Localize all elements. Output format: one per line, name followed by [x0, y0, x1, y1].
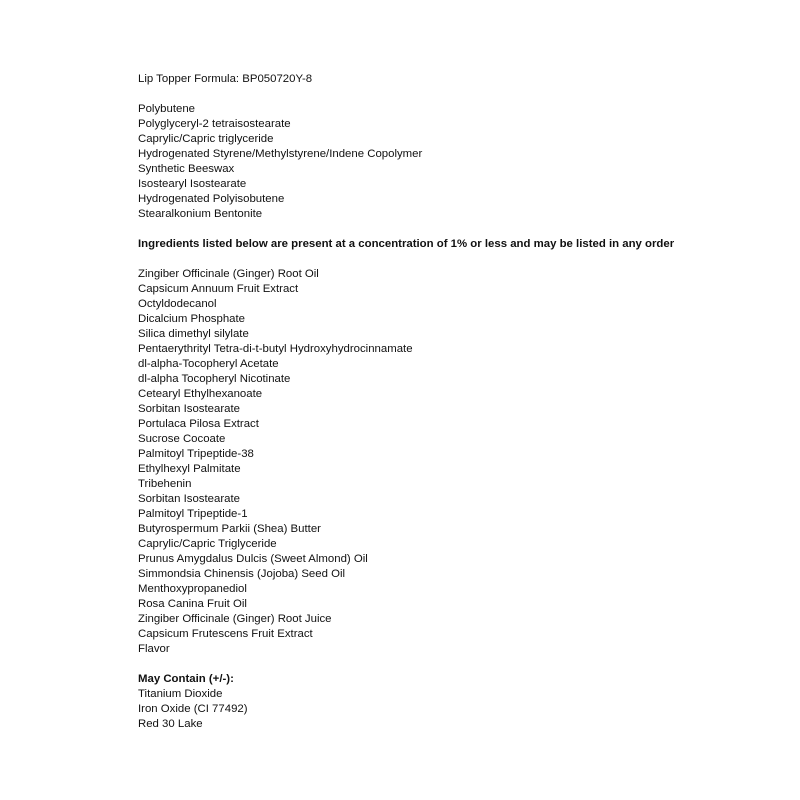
list-item: Palmitoyl Tripeptide-38 [138, 448, 254, 460]
list-item: Sucrose Cocoate [138, 433, 226, 445]
list-item: Flavor [138, 643, 170, 655]
list-item: Sorbitan Isostearate [138, 493, 240, 505]
list-item: Iron Oxide (CI 77492) [138, 703, 248, 715]
list-item: Hydrogenated Polyisobutene [138, 193, 285, 205]
list-item: Polybutene [138, 103, 195, 115]
list-item: Isostearyl Isostearate [138, 178, 247, 190]
list-item: Capsicum Frutescens Fruit Extract [138, 628, 313, 640]
list-item: Titanium Dioxide [138, 688, 223, 700]
list-item: Octyldodecanol [138, 298, 217, 310]
list-item: Prunus Amygdalus Dulcis (Sweet Almond) Oil [138, 553, 368, 565]
list-item: Caprylic/Capric Triglyceride [138, 538, 277, 550]
list-item: Dicalcium Phosphate [138, 313, 245, 325]
list-item: Red 30 Lake [138, 718, 203, 730]
list-item: Silica dimethyl silylate [138, 328, 249, 340]
list-item: Capsicum Annuum Fruit Extract [138, 283, 299, 295]
document-page [138, 72, 778, 732]
minor-ingredients-list [138, 267, 778, 657]
list-item: Rosa Canina Fruit Oil [138, 598, 247, 610]
list-item: Portulaca Pilosa Extract [138, 418, 259, 430]
list-item: Palmitoyl Tripeptide-1 [138, 508, 248, 520]
list-item: Stearalkonium Bentonite [138, 208, 263, 220]
list-item: Caprylic/Capric triglyceride [138, 133, 274, 145]
list-item: dl-alpha Tocopheryl Nicotinate [138, 373, 291, 385]
may-contain-list [138, 687, 778, 732]
list-item: Polyglyceryl-2 tetraisostearate [138, 118, 291, 130]
list-item: Pentaerythrityl Tetra-di-t-butyl Hydroxyhydrocinnamate [138, 343, 413, 355]
list-item: Tribehenin [138, 478, 192, 490]
main-ingredients-list [138, 102, 778, 222]
list-item: Synthetic Beeswax [138, 163, 235, 175]
list-item: Menthoxypropanediol [138, 583, 247, 595]
list-item: Butyrospermum Parkii (Shea) Butter [138, 523, 321, 535]
list-item: Sorbitan Isostearate [138, 403, 240, 415]
low-concentration-notice: Ingredients listed below are present at a concentration of 1% or less and may be listed in any order [138, 238, 675, 250]
list-item: Zingiber Officinale (Ginger) Root Juice [138, 613, 332, 625]
list-item: Ethylhexyl Palmitate [138, 463, 241, 475]
list-item: Simmondsia Chinensis (Jojoba) Seed Oil [138, 568, 346, 580]
list-item: dl-alpha-Tocopheryl Acetate [138, 358, 279, 370]
list-item: Zingiber Officinale (Ginger) Root Oil [138, 268, 319, 280]
list-item: Hydrogenated Styrene/Methylstyrene/Indene Copolymer [138, 148, 423, 160]
may-contain-heading: May Contain (+/-): [138, 673, 234, 685]
document-title: Lip Topper Formula: BP050720Y-8 [138, 73, 313, 85]
list-item: Cetearyl Ethylhexanoate [138, 388, 263, 400]
